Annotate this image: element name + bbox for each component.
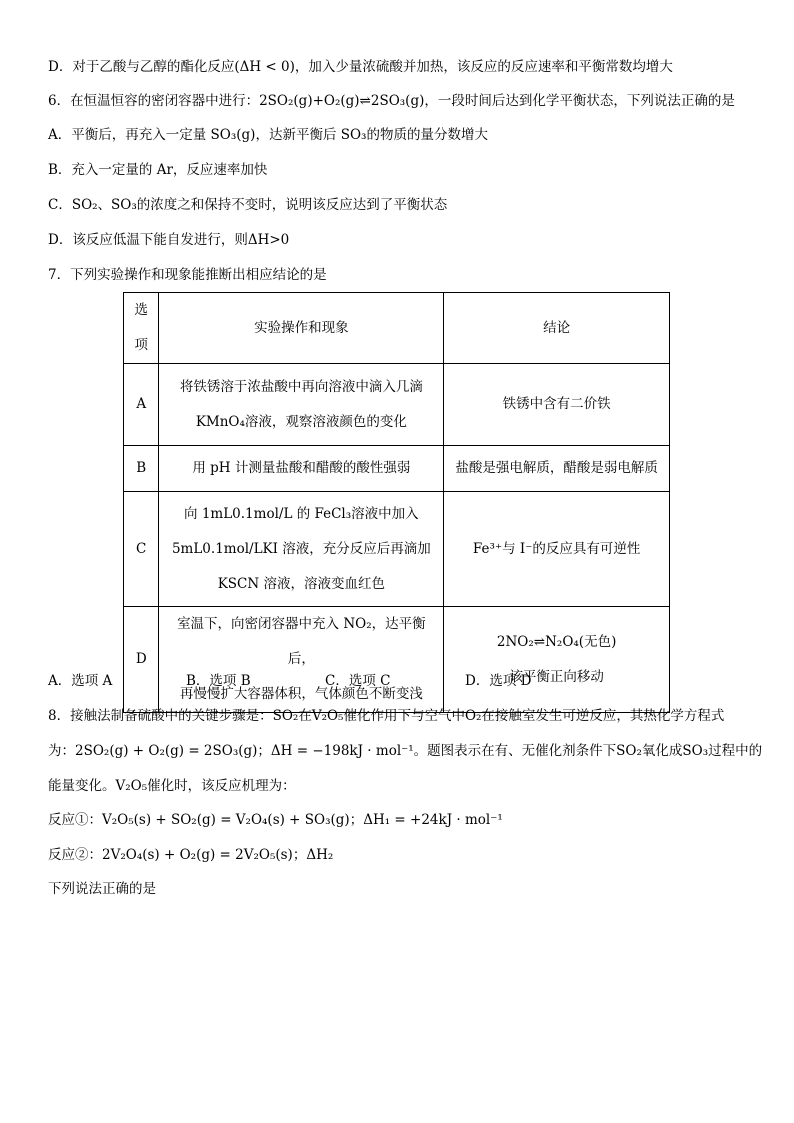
- table-header-row: [124, 293, 670, 364]
- q7-options: [48, 671, 531, 691]
- row-operation: [159, 492, 444, 607]
- row-option: D: [124, 607, 159, 713]
- row-conclusion: 铁锈中含有二价铁: [444, 364, 670, 446]
- table-row: [124, 364, 670, 446]
- question-8-line-3: 能量变化。V₂O₅催化时，该反应机理为：: [48, 778, 296, 794]
- table-row: [124, 446, 670, 492]
- operation-line: 将铁锈溶于浓盐酸中再向溶液中滴入几滴: [179, 378, 423, 395]
- row-option: A: [124, 364, 159, 446]
- conclusion-line: 该平衡正向移动: [509, 668, 604, 685]
- q6-option-c: C．SO₂、SO₃的浓度之和保持不变时，说明该反应达到了平衡状态: [48, 197, 448, 213]
- row-conclusion: Fe³⁺与 I⁻的反应具有可逆性: [444, 492, 670, 607]
- question-6: 6．在恒温恒容的密闭容器中进行：2SO₂(g)+O₂(g)⇌2SO₃(g)，一段时间后达到化学平衡状态，下列说法正确的是: [48, 93, 735, 109]
- row-operation: [159, 607, 444, 713]
- q8-reaction-2: 反应②：2V₂O₄(s) + O₂(g) = 2V₂O₅(s)；ΔH₂: [48, 847, 334, 863]
- row-option: C: [124, 492, 159, 607]
- conclusion-line: 2NO₂⇌N₂O₄(无色): [496, 633, 617, 650]
- question-8-line-2: 为：2SO₂(g) + O₂(g) = 2SO₃(g)；ΔH = −198kJ · mol⁻¹。题图表示在有、无催化剂条件下SO₂氧化成SO₃过程中的: [48, 743, 763, 759]
- q6-option-a: A．平衡后，再充入一定量 SO₃(g)，达新平衡后 SO₃的物质的量分数增大: [48, 127, 488, 143]
- operation-line: KSCN 溶液，溶液变血红色: [217, 575, 385, 592]
- q7-option-d: D．选项 D: [465, 673, 532, 689]
- q8-reaction-1: 反应①：V₂O₅(s) + SO₂(g) = V₂O₄(s) + SO₃(g)；ΔH₁ = +24kJ · mol⁻¹: [48, 812, 503, 828]
- q6-option-b: B．充入一定量的 Ar，反应速率加快: [48, 162, 268, 178]
- operation-line: 室温下，向密闭容器中充入 NO₂，达平衡后，: [177, 616, 426, 667]
- row-conclusion: [444, 607, 670, 713]
- row-conclusion: 盐酸是强电解质，醋酸是弱电解质: [444, 446, 670, 492]
- q7-option-a: A．选项 A: [48, 673, 113, 689]
- operation-line: 5mL0.1mol/LKI 溶液，充分反应后再滴加: [171, 540, 431, 557]
- q6-option-d: D．该反应低温下能自发进行，则ΔH>0: [48, 232, 290, 248]
- header-option: 选项: [124, 293, 159, 364]
- row-option: B: [124, 446, 159, 492]
- header-conclusion: 结论: [444, 293, 670, 364]
- header-operation: 实验操作和现象: [159, 293, 444, 364]
- row-operation: 用 pH 计测量盐酸和醋酸的酸性强弱: [159, 446, 444, 492]
- q5-option-d: D．对于乙酸与乙醇的酯化反应(ΔH < 0)，加入少量浓硫酸并加热，该反应的反应速率和平衡常数均增大: [48, 59, 673, 75]
- table-row: [124, 607, 670, 713]
- table-row: [124, 492, 670, 607]
- operation-line: 向 1mL0.1mol/L 的 FeCl₃溶液中加入: [184, 505, 419, 522]
- q8-question: 下列说法正确的是: [48, 881, 156, 897]
- q7-option-b: B．选项 B: [186, 673, 251, 689]
- question-8-line-1: 8．接触法制备硫酸中的关键步骤是：SO₂在V₂O₅催化作用下与空气中O₂在接触室发生可逆反应，其热化学方程式: [48, 708, 725, 724]
- operation-line: 再慢慢扩大容器体积，气体颜色不断变浅: [179, 686, 423, 702]
- row-operation: [159, 364, 444, 446]
- experiment-table: [123, 292, 670, 713]
- q7-option-c: C．选项 C: [325, 673, 391, 689]
- operation-line: KMnO₄溶液，观察溶液颜色的变化: [195, 413, 407, 430]
- question-7: 7．下列实验操作和现象能推断出相应结论的是: [48, 267, 327, 283]
